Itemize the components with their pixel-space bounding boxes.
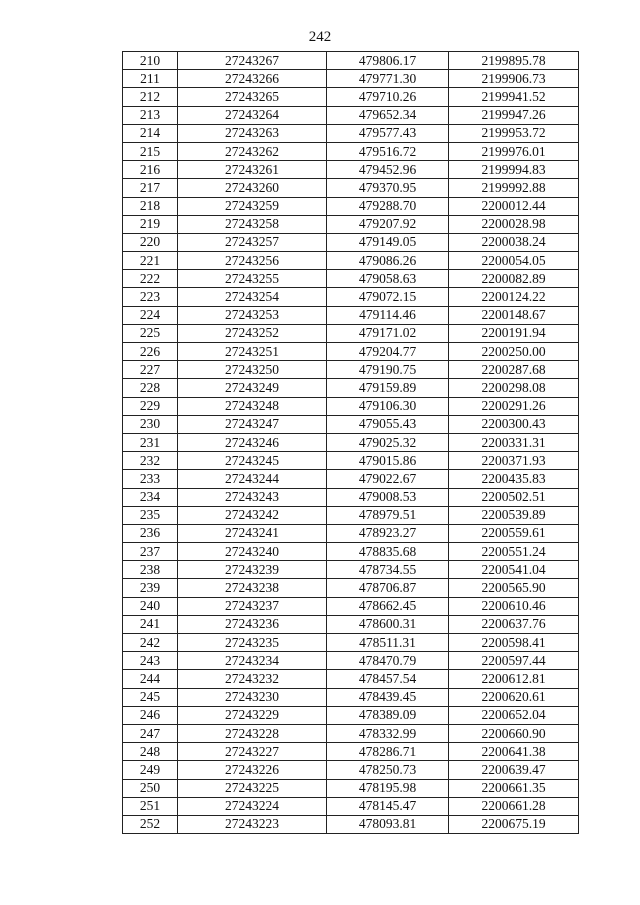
- point-id-cell: 27243241: [178, 524, 327, 542]
- point-number-cell: 234: [123, 488, 178, 506]
- point-number-cell: 232: [123, 452, 178, 470]
- y-coordinate-cell: 2200300.43: [449, 415, 579, 433]
- point-id-cell: 27243260: [178, 179, 327, 197]
- x-coordinate-cell: 478286.71: [327, 743, 449, 761]
- x-coordinate-cell: 478600.31: [327, 615, 449, 633]
- x-coordinate-cell: 478706.87: [327, 579, 449, 597]
- x-coordinate-cell: 478145.47: [327, 797, 449, 815]
- x-coordinate-cell: 479015.86: [327, 452, 449, 470]
- y-coordinate-cell: 2200551.24: [449, 543, 579, 561]
- point-number-cell: 236: [123, 524, 178, 542]
- point-number-cell: 216: [123, 161, 178, 179]
- point-number-cell: 241: [123, 615, 178, 633]
- x-coordinate-cell: 479516.72: [327, 142, 449, 160]
- point-number-cell: 230: [123, 415, 178, 433]
- point-id-cell: 27243265: [178, 88, 327, 106]
- x-coordinate-cell: 478195.98: [327, 779, 449, 797]
- y-coordinate-cell: 2200641.38: [449, 743, 579, 761]
- x-coordinate-cell: 479086.26: [327, 252, 449, 270]
- point-number-cell: 250: [123, 779, 178, 797]
- point-id-cell: 27243229: [178, 706, 327, 724]
- y-coordinate-cell: 2200250.00: [449, 343, 579, 361]
- point-number-cell: 229: [123, 397, 178, 415]
- point-number-cell: 217: [123, 179, 178, 197]
- point-id-cell: 27243227: [178, 743, 327, 761]
- y-coordinate-cell: 2200124.22: [449, 288, 579, 306]
- point-id-cell: 27243250: [178, 361, 327, 379]
- y-coordinate-cell: 2200291.26: [449, 397, 579, 415]
- point-id-cell: 27243259: [178, 197, 327, 215]
- point-id-cell: 27243248: [178, 397, 327, 415]
- table-row: [123, 506, 579, 524]
- x-coordinate-cell: 479159.89: [327, 379, 449, 397]
- x-coordinate-cell: 478457.54: [327, 670, 449, 688]
- table-row: [123, 670, 579, 688]
- point-number-cell: 218: [123, 197, 178, 215]
- y-coordinate-cell: 2200598.41: [449, 634, 579, 652]
- table-row: [123, 743, 579, 761]
- y-coordinate-cell: 2200652.04: [449, 706, 579, 724]
- y-coordinate-cell: 2199947.26: [449, 106, 579, 124]
- y-coordinate-cell: 2200148.67: [449, 306, 579, 324]
- table-row: [123, 815, 579, 833]
- x-coordinate-cell: 479806.17: [327, 52, 449, 70]
- point-id-cell: 27243223: [178, 815, 327, 833]
- y-coordinate-cell: 2200502.51: [449, 488, 579, 506]
- y-coordinate-cell: 2199895.78: [449, 52, 579, 70]
- point-id-cell: 27243267: [178, 52, 327, 70]
- table-row: [123, 597, 579, 615]
- point-id-cell: 27243264: [178, 106, 327, 124]
- point-number-cell: 249: [123, 761, 178, 779]
- point-id-cell: 27243254: [178, 288, 327, 306]
- table-row: [123, 452, 579, 470]
- point-number-cell: 211: [123, 70, 178, 88]
- point-number-cell: 221: [123, 252, 178, 270]
- table-row: [123, 761, 579, 779]
- point-id-cell: 27243238: [178, 579, 327, 597]
- table-row: [123, 652, 579, 670]
- table-row: [123, 415, 579, 433]
- point-number-cell: 247: [123, 724, 178, 742]
- point-id-cell: 27243234: [178, 652, 327, 670]
- table-row: [123, 124, 579, 142]
- x-coordinate-cell: 479025.32: [327, 433, 449, 451]
- point-id-cell: 27243253: [178, 306, 327, 324]
- y-coordinate-cell: 2200054.05: [449, 252, 579, 270]
- x-coordinate-cell: 478389.09: [327, 706, 449, 724]
- table-row: [123, 379, 579, 397]
- y-coordinate-cell: 2199994.83: [449, 161, 579, 179]
- y-coordinate-cell: 2200637.76: [449, 615, 579, 633]
- x-coordinate-cell: 479370.95: [327, 179, 449, 197]
- y-coordinate-cell: 2200597.44: [449, 652, 579, 670]
- table-row: [123, 70, 579, 88]
- x-coordinate-cell: 478923.27: [327, 524, 449, 542]
- x-coordinate-cell: 478332.99: [327, 724, 449, 742]
- x-coordinate-cell: 479190.75: [327, 361, 449, 379]
- point-number-cell: 212: [123, 88, 178, 106]
- y-coordinate-cell: 2200082.89: [449, 270, 579, 288]
- table-row: [123, 579, 579, 597]
- x-coordinate-cell: 479710.26: [327, 88, 449, 106]
- point-number-cell: 244: [123, 670, 178, 688]
- point-number-cell: 226: [123, 343, 178, 361]
- point-number-cell: 251: [123, 797, 178, 815]
- table-row: [123, 88, 579, 106]
- point-id-cell: 27243258: [178, 215, 327, 233]
- table-row: [123, 561, 579, 579]
- table-row: [123, 324, 579, 342]
- x-coordinate-cell: 478093.81: [327, 815, 449, 833]
- y-coordinate-cell: 2200028.98: [449, 215, 579, 233]
- point-id-cell: 27243225: [178, 779, 327, 797]
- x-coordinate-cell: 478470.79: [327, 652, 449, 670]
- point-id-cell: 27243247: [178, 415, 327, 433]
- point-id-cell: 27243243: [178, 488, 327, 506]
- y-coordinate-cell: 2199906.73: [449, 70, 579, 88]
- point-id-cell: 27243249: [178, 379, 327, 397]
- point-number-cell: 214: [123, 124, 178, 142]
- point-id-cell: 27243255: [178, 270, 327, 288]
- y-coordinate-cell: 2199953.72: [449, 124, 579, 142]
- point-number-cell: 239: [123, 579, 178, 597]
- x-coordinate-cell: 479022.67: [327, 470, 449, 488]
- table-row: [123, 524, 579, 542]
- y-coordinate-cell: 2200660.90: [449, 724, 579, 742]
- table-row: [123, 488, 579, 506]
- x-coordinate-cell: 479207.92: [327, 215, 449, 233]
- point-id-cell: 27243261: [178, 161, 327, 179]
- table-row: [123, 179, 579, 197]
- coordinates-table: [122, 51, 579, 834]
- x-coordinate-cell: 479577.43: [327, 124, 449, 142]
- y-coordinate-cell: 2200661.35: [449, 779, 579, 797]
- point-number-cell: 240: [123, 597, 178, 615]
- y-coordinate-cell: 2200331.31: [449, 433, 579, 451]
- point-id-cell: 27243242: [178, 506, 327, 524]
- table-row: [123, 197, 579, 215]
- point-number-cell: 237: [123, 543, 178, 561]
- point-number-cell: 227: [123, 361, 178, 379]
- x-coordinate-cell: 479008.53: [327, 488, 449, 506]
- table-row: [123, 688, 579, 706]
- table-row: [123, 270, 579, 288]
- point-id-cell: 27243246: [178, 433, 327, 451]
- x-coordinate-cell: 478734.55: [327, 561, 449, 579]
- y-coordinate-cell: 2200298.08: [449, 379, 579, 397]
- point-id-cell: 27243239: [178, 561, 327, 579]
- point-number-cell: 222: [123, 270, 178, 288]
- y-coordinate-cell: 2200559.61: [449, 524, 579, 542]
- y-coordinate-cell: 2200191.94: [449, 324, 579, 342]
- point-number-cell: 242: [123, 634, 178, 652]
- table-row: [123, 106, 579, 124]
- point-id-cell: 27243226: [178, 761, 327, 779]
- table-row: [123, 706, 579, 724]
- point-id-cell: 27243256: [178, 252, 327, 270]
- point-number-cell: 246: [123, 706, 178, 724]
- y-coordinate-cell: 2200675.19: [449, 815, 579, 833]
- table-row: [123, 797, 579, 815]
- x-coordinate-cell: 479771.30: [327, 70, 449, 88]
- point-number-cell: 245: [123, 688, 178, 706]
- point-id-cell: 27243237: [178, 597, 327, 615]
- point-number-cell: 233: [123, 470, 178, 488]
- y-coordinate-cell: 2200539.89: [449, 506, 579, 524]
- x-coordinate-cell: 479652.34: [327, 106, 449, 124]
- point-number-cell: 219: [123, 215, 178, 233]
- point-number-cell: 235: [123, 506, 178, 524]
- table-row: [123, 252, 579, 270]
- point-id-cell: 27243262: [178, 142, 327, 160]
- x-coordinate-cell: 478511.31: [327, 634, 449, 652]
- y-coordinate-cell: 2199976.01: [449, 142, 579, 160]
- coordinates-table-body: [123, 52, 579, 834]
- point-number-cell: 223: [123, 288, 178, 306]
- point-number-cell: 210: [123, 52, 178, 70]
- point-id-cell: 27243236: [178, 615, 327, 633]
- table-row: [123, 215, 579, 233]
- y-coordinate-cell: 2200612.81: [449, 670, 579, 688]
- table-row: [123, 634, 579, 652]
- point-number-cell: 215: [123, 142, 178, 160]
- x-coordinate-cell: 479171.02: [327, 324, 449, 342]
- table-row: [123, 142, 579, 160]
- y-coordinate-cell: 2200287.68: [449, 361, 579, 379]
- point-number-cell: 248: [123, 743, 178, 761]
- table-row: [123, 233, 579, 251]
- table-row: [123, 615, 579, 633]
- y-coordinate-cell: 2200435.83: [449, 470, 579, 488]
- point-id-cell: 27243228: [178, 724, 327, 742]
- table-row: [123, 288, 579, 306]
- point-number-cell: 225: [123, 324, 178, 342]
- point-number-cell: 228: [123, 379, 178, 397]
- point-number-cell: 243: [123, 652, 178, 670]
- table-row: [123, 397, 579, 415]
- point-number-cell: 220: [123, 233, 178, 251]
- page-number: 242: [308, 29, 332, 45]
- point-id-cell: 27243240: [178, 543, 327, 561]
- table-row: [123, 52, 579, 70]
- x-coordinate-cell: 478979.51: [327, 506, 449, 524]
- table-row: [123, 724, 579, 742]
- point-id-cell: 27243251: [178, 343, 327, 361]
- point-id-cell: 27243244: [178, 470, 327, 488]
- x-coordinate-cell: 479072.15: [327, 288, 449, 306]
- x-coordinate-cell: 478835.68: [327, 543, 449, 561]
- table-row: [123, 779, 579, 797]
- point-number-cell: 252: [123, 815, 178, 833]
- point-id-cell: 27243232: [178, 670, 327, 688]
- y-coordinate-cell: 2200371.93: [449, 452, 579, 470]
- x-coordinate-cell: 479204.77: [327, 343, 449, 361]
- table-row: [123, 470, 579, 488]
- x-coordinate-cell: 478250.73: [327, 761, 449, 779]
- y-coordinate-cell: 2200620.61: [449, 688, 579, 706]
- x-coordinate-cell: 479288.70: [327, 197, 449, 215]
- y-coordinate-cell: 2200565.90: [449, 579, 579, 597]
- point-id-cell: 27243252: [178, 324, 327, 342]
- y-coordinate-cell: 2200661.28: [449, 797, 579, 815]
- y-coordinate-cell: 2200038.24: [449, 233, 579, 251]
- table-row: [123, 161, 579, 179]
- x-coordinate-cell: 479058.63: [327, 270, 449, 288]
- y-coordinate-cell: 2200610.46: [449, 597, 579, 615]
- x-coordinate-cell: 479055.43: [327, 415, 449, 433]
- point-number-cell: 224: [123, 306, 178, 324]
- y-coordinate-cell: 2200012.44: [449, 197, 579, 215]
- point-number-cell: 231: [123, 433, 178, 451]
- x-coordinate-cell: 479106.30: [327, 397, 449, 415]
- y-coordinate-cell: 2199992.88: [449, 179, 579, 197]
- point-id-cell: 27243235: [178, 634, 327, 652]
- table-row: [123, 343, 579, 361]
- point-number-cell: 213: [123, 106, 178, 124]
- y-coordinate-cell: 2200639.47: [449, 761, 579, 779]
- x-coordinate-cell: 479114.46: [327, 306, 449, 324]
- y-coordinate-cell: 2200541.04: [449, 561, 579, 579]
- x-coordinate-cell: 479149.05: [327, 233, 449, 251]
- x-coordinate-cell: 479452.96: [327, 161, 449, 179]
- point-id-cell: 27243263: [178, 124, 327, 142]
- point-id-cell: 27243257: [178, 233, 327, 251]
- point-id-cell: 27243230: [178, 688, 327, 706]
- table-row: [123, 433, 579, 451]
- point-id-cell: 27243266: [178, 70, 327, 88]
- point-id-cell: 27243245: [178, 452, 327, 470]
- y-coordinate-cell: 2199941.52: [449, 88, 579, 106]
- point-number-cell: 238: [123, 561, 178, 579]
- table-row: [123, 361, 579, 379]
- x-coordinate-cell: 478439.45: [327, 688, 449, 706]
- point-id-cell: 27243224: [178, 797, 327, 815]
- table-row: [123, 543, 579, 561]
- table-row: [123, 306, 579, 324]
- x-coordinate-cell: 478662.45: [327, 597, 449, 615]
